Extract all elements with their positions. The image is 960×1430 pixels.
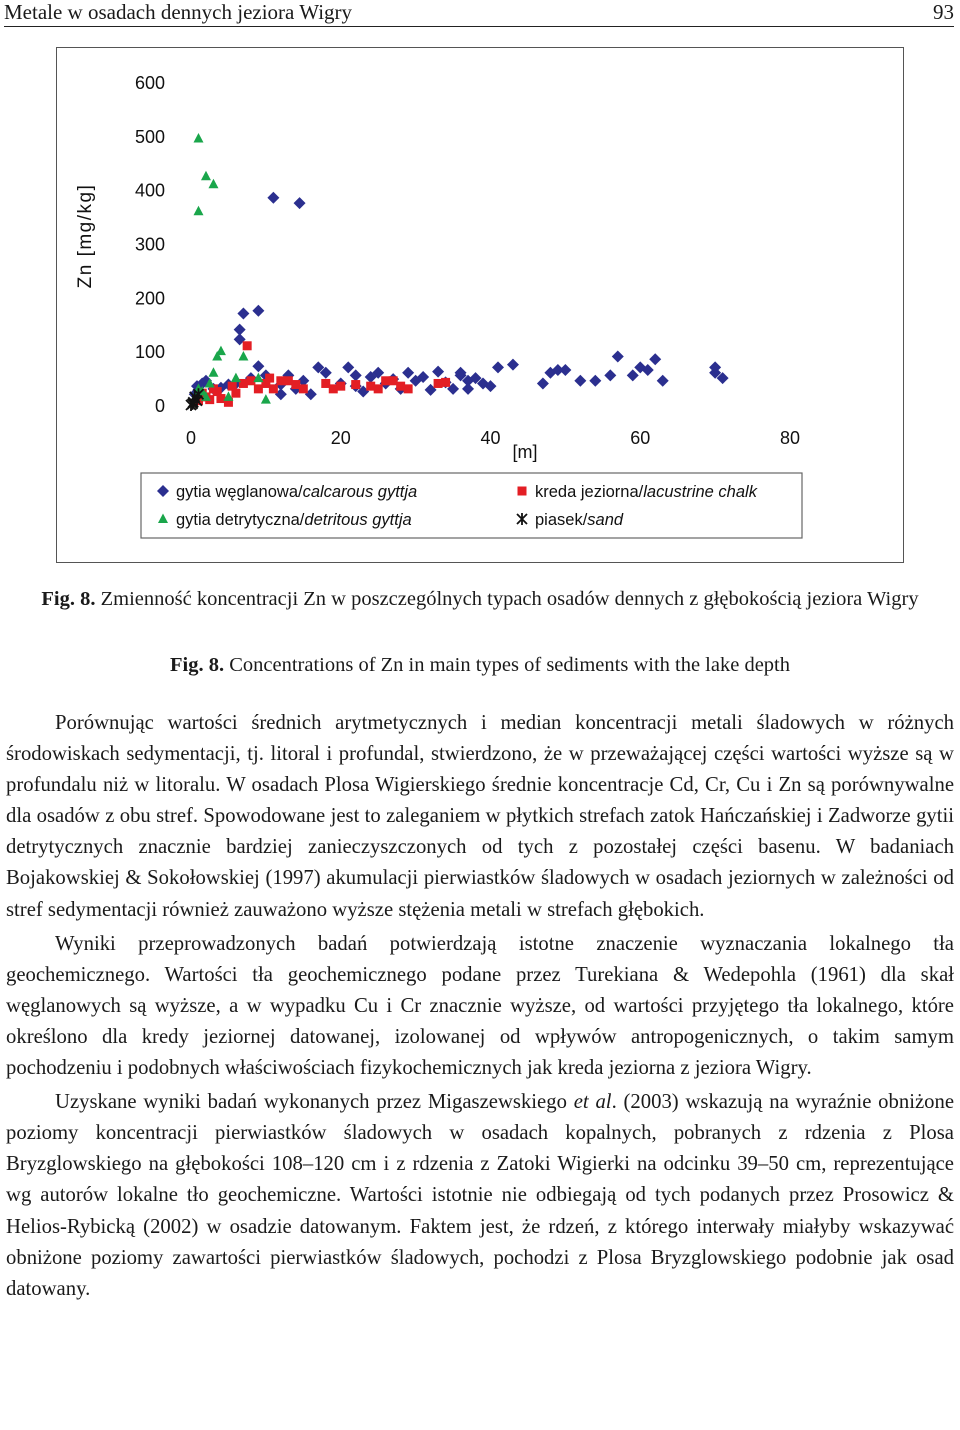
data-point-diamond — [267, 192, 279, 204]
data-point-diamond — [342, 361, 354, 373]
legend — [141, 473, 802, 538]
data-point-triangle — [231, 373, 241, 383]
paragraph-3-end: . (2003) wskazują na wyraźnie obniżone poziomy koncentracji pierwiastków śladowych w osadach kopalnych, pobranych z rdzenia z Plosa Bryzglowskiego na głębokości 108–120 cm i z rdzenia z Zatoki Wigierki na odcinku 39–50 cm, reprezentujące wg autorów lokalne tło geochemiczne. Wartości istotnie nie odbiegają od tych podanych przez Prosowicz & Helios-Rybicką (2002) w osadzie datowanym. Faktem jest, że rdzeń, z którego interwały miałyby wskazywać obniżone poziomy zawartości pierwiastków śladowych, pochodzi z Plosa Bryzglowskiego podobnie jak osad datowany. — [6, 1091, 954, 1300]
paragraph-3 — [6, 1087, 954, 1305]
data-point-diamond — [294, 197, 306, 209]
y-tick-label: 0 — [154, 396, 165, 416]
caption-polish — [6, 586, 954, 612]
paragraph-2: Wyniki przeprowadzonych badań potwierdzają istotne znaczenie wyznaczania lokalnego tła geochemicznego. Wartości tła geochemicznego podane przez Turekiana & Wedepohla (1961) dla skał węglanowych są wyższe, a w wypadku Cu i Cr znacznie wyższe, od wartości przyjętego tła lokalnego, które określono dla kredy jeziornej datowanej, izolowanej od wpływów antropogenicznych, o takim samym pochodzeniu i podobnych właściwościach fizykochemicznych jak kreda jeziorna z jeziora Wigry. — [6, 932, 954, 1080]
legend-label: gytia węglanowa/calcarous gyttja — [176, 483, 418, 501]
data-point-square — [269, 384, 278, 393]
page-number: 93 — [933, 0, 954, 24]
x-axis-ticks — [186, 428, 800, 448]
figure-frame — [56, 47, 904, 563]
x-tick-label: 20 — [330, 428, 351, 448]
data-point-triangle — [193, 133, 203, 143]
data-point-diamond — [252, 360, 264, 372]
data-point-square — [246, 376, 255, 385]
data-point-diamond — [234, 324, 246, 336]
caption-english — [6, 652, 954, 678]
data-point-square — [441, 378, 450, 387]
data-point-diamond — [589, 375, 601, 387]
data-point-diamond — [627, 369, 639, 381]
data-point-diamond — [612, 351, 624, 363]
x-tick-label: 0 — [185, 428, 197, 448]
data-point-square — [231, 389, 240, 398]
data-point-diamond — [649, 353, 661, 365]
x-tick-label: 40 — [480, 428, 501, 448]
data-point-square — [243, 341, 252, 350]
x-axis-label: [m] — [512, 442, 538, 462]
running-title: Metale w osadach dennych jeziora Wigry — [4, 0, 353, 24]
data-point-triangle — [193, 206, 203, 216]
x-tick-label: 60 — [630, 428, 651, 448]
y-tick-label: 300 — [134, 234, 165, 255]
data-point-diamond — [507, 359, 519, 371]
data-point-diamond — [559, 364, 571, 376]
y-tick-label: 500 — [134, 126, 165, 147]
legend-label: kreda jeziorna/lacustrine chalk — [535, 483, 757, 501]
data-point-triangle — [208, 367, 218, 377]
paragraph-3-start: Uzyskane wyniki badań wykonanych przez Migaszewskiego — [55, 1091, 574, 1114]
data-point-square — [299, 384, 308, 393]
data-point-diamond — [537, 377, 549, 389]
legend-label: gytia detrytyczna/detritous gyttja — [176, 511, 412, 529]
y-tick-label: 100 — [134, 342, 165, 363]
data-point-diamond — [402, 367, 414, 379]
data-point-diamond — [604, 369, 616, 381]
y-axis-label: Zn [mg/kg] — [75, 183, 96, 289]
data-point-diamond — [657, 375, 669, 387]
fig-label: Fig. 8. — [41, 588, 96, 610]
data-point-diamond — [432, 366, 444, 378]
data-point-triangle — [216, 346, 226, 356]
y-tick-label: 400 — [134, 180, 165, 201]
y-tick-label: 200 — [134, 288, 165, 309]
data-point-square — [336, 382, 345, 391]
x-tick-label: 80 — [779, 428, 801, 448]
data-point-square — [374, 384, 383, 393]
data-point-triangle — [201, 171, 211, 180]
data-points — [186, 133, 729, 411]
paragraph-1: Porównując wartości średnich arytmetycznych i median koncentracji metali śladowych w różnych środowiskach sedymentacji, tj. litoral i profundal, stwierdzono, że w przeważającej części wartości wyższe są w profundalu niż w litoralu. W osadach Plosa Wigierskiego średnie koncentracje Cd, Cr, Cu i Zn są porównywalne dla osadów z obu stref. Spowodowane jest to zaleganiem w płytkich strefach zatok Hańczańskiej i Zadworze gytii detrytycznych znacznie bardziej zanieczyszczonych od tych z pozostałej części basenu. W badaniach Bojakowskiej & Sokołowskiej (1997) akumulacji pierwiastków śladowych w osadach jeziornych w zależności od stref sedymentacji również zauważono wyższe stężenia metali w strefach głębokich. — [6, 712, 954, 921]
data-point-triangle — [208, 179, 218, 189]
y-tick-label: 600 — [134, 73, 165, 93]
zn-depth-scatter-chart — [57, 48, 902, 561]
data-point-diamond — [350, 369, 362, 381]
y-axis-ticks — [135, 73, 165, 416]
data-point-triangle — [238, 351, 248, 361]
fig-label-en: Fig. 8. — [169, 654, 225, 676]
data-point-diamond — [237, 307, 249, 319]
data-point-square — [404, 384, 413, 393]
data-point-diamond — [492, 361, 504, 373]
legend-marker-square — [518, 487, 527, 496]
caption-en-text: Concentrations of Zn in main types of sediments with the lake depth — [229, 654, 790, 676]
data-point-diamond — [252, 305, 264, 317]
data-point-diamond — [574, 375, 586, 387]
data-point-triangle — [261, 394, 271, 404]
caption-pl-text: Zmienność koncentracji Zn w poszczególnych typach osadów dennych z głębokością jeziora Wigry — [100, 588, 919, 610]
body-text — [6, 708, 954, 1305]
et-al: et al — [573, 1091, 612, 1114]
data-point-square — [351, 380, 360, 389]
running-head — [4, 0, 954, 27]
data-point-diamond — [462, 383, 474, 395]
data-point-square — [265, 374, 274, 383]
legend-label: piasek/sand — [535, 511, 624, 529]
